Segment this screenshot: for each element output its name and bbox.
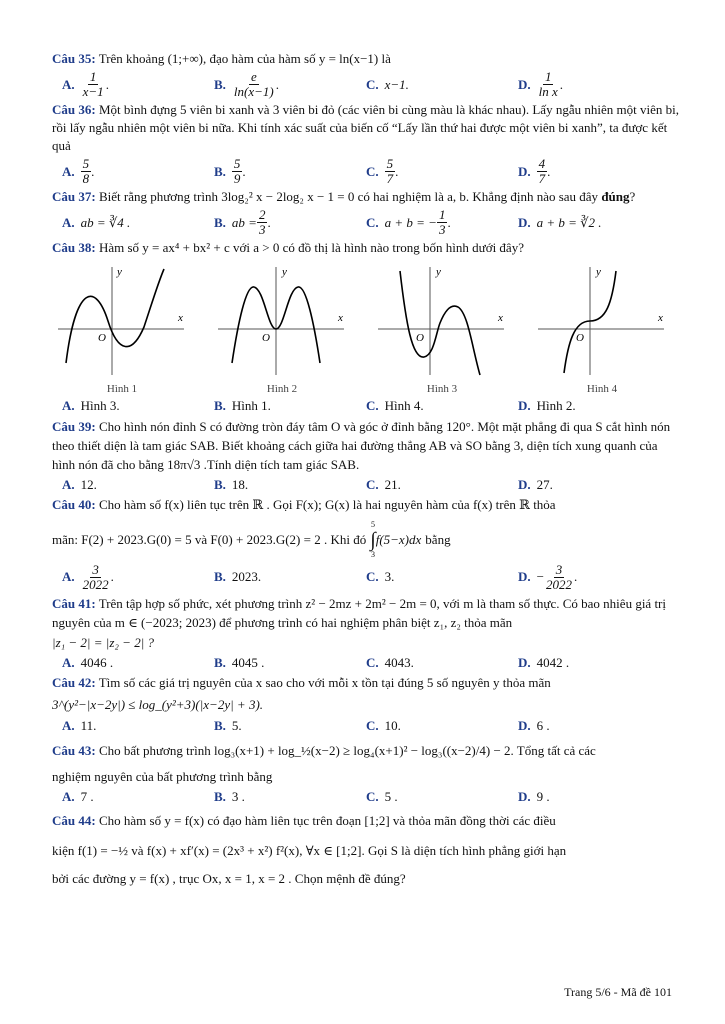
- integral-upper: 5: [370, 520, 375, 529]
- question-41: [52, 594, 682, 632]
- option-c[interactable]: [366, 718, 518, 734]
- option-value: x−1.: [384, 76, 409, 92]
- option-value: 4045 .: [231, 655, 265, 670]
- option-letter: C.: [366, 214, 379, 230]
- option-letter: B.: [214, 163, 226, 179]
- option-tail: .: [395, 163, 399, 179]
- option-b[interactable]: [214, 208, 366, 237]
- option-letter: D.: [518, 398, 531, 413]
- denominator: 7: [386, 171, 394, 186]
- option-letter: A.: [62, 163, 75, 179]
- option-tail: .: [267, 214, 271, 230]
- figure-caption: Hình 3: [426, 383, 458, 395]
- question-label: Câu 37:: [52, 189, 96, 204]
- question-text: Một bình đựng 5 viên bi xanh và 3 viên bi đỏ (các viên bi cùng màu là khác nhau). Lấy ngẫu nhiên một viên bi, rồi lấy ngẫu nhiên một viên bi nữa. Khi tính xác suất của biến cố “Lấy lần thứ hai được một viên bi xanh”, ta được kết quả: [52, 102, 679, 153]
- denominator: 3: [438, 222, 446, 237]
- option-value: 9 .: [536, 789, 550, 804]
- numerator: 5: [386, 156, 394, 171]
- question-41-condition: |z₁ − 2| = |z₂ − 2| ?: [52, 635, 155, 650]
- question-35: [52, 50, 682, 68]
- option-prefix: −: [536, 569, 544, 584]
- option-b[interactable]: [214, 718, 366, 734]
- option-c[interactable]: [366, 398, 518, 414]
- option-c[interactable]: [366, 208, 518, 237]
- option-c[interactable]: [366, 77, 518, 93]
- option-b[interactable]: [214, 655, 366, 671]
- option-value: 5 .: [384, 789, 398, 804]
- numerator: 5: [82, 156, 90, 171]
- question-40-line2: [52, 520, 682, 560]
- fraction: [544, 563, 574, 592]
- option-letter: D.: [518, 76, 531, 92]
- option-letter: B.: [214, 214, 226, 230]
- question-text: Trên tập hợp số phức, xét phương trình z² − 2mz + 2m² − 2m = 0, với m là tham số thực. Có bao nhiêu giá trị nguyên của m ∈ (−2023; 2023) để phương trình có hai nghiệm phân biệt z₁, z₂ thỏa mãn: [52, 596, 667, 630]
- fraction: [437, 207, 451, 237]
- question-label: Câu 36:: [52, 102, 96, 117]
- option-letter: D.: [518, 789, 531, 804]
- option-b[interactable]: [214, 789, 366, 805]
- option-value: 4042 .: [536, 655, 570, 670]
- fraction: [537, 70, 560, 99]
- option-tail: .: [573, 569, 578, 584]
- y-label: y: [436, 266, 441, 278]
- option-letter: C.: [366, 789, 379, 804]
- integrand: f(5−x)dx: [375, 532, 422, 547]
- option-letter: C.: [366, 163, 379, 179]
- option-a[interactable]: [62, 398, 214, 414]
- question-text: Cho bất phương trình log₃(x+1) + log_½(x−2) ≥ log₄(x+1)² − log₃((x−2)/4) − 2. Tổng tất cả các: [98, 743, 596, 758]
- option-letter: A.: [62, 718, 75, 733]
- question-label: Câu 41:: [52, 596, 96, 611]
- figure-1: [52, 263, 192, 395]
- curve: [400, 271, 480, 375]
- option-value: 7 .: [80, 789, 94, 804]
- option-letter: B.: [214, 477, 226, 492]
- question-44-line2: kiện f(1) = −½ và f(x) + xf′(x) = (2x³ + x²) f²(x), ∀x ∈ [1;2]. Gọi S là diện tích hình phẳng giới hạn: [52, 843, 567, 858]
- question-text: Biết rằng phương trình 3log₂² x − 2log₂ x − 1 = 0 có hai nghiệm là a, b. Khẳng định nào sau đây: [98, 189, 599, 204]
- question-42-inequality: 3^(y²−|x−2y|) ≤ log_(y²+3)(|x−2y| + 3).: [52, 697, 264, 712]
- numerator: 3: [92, 561, 99, 577]
- option-value: 10.: [384, 718, 401, 733]
- fraction: [537, 156, 551, 186]
- option-value: 5.: [231, 718, 242, 733]
- question-44: [52, 812, 682, 830]
- denominator: 7: [538, 171, 546, 186]
- option-letter: D.: [518, 655, 531, 670]
- option-tail: .: [547, 163, 551, 179]
- denominator: ln(x−1): [233, 84, 274, 99]
- question-text: Hàm số y = ax⁴ + bx² + c với a > 0 có đồ thị là hình nào trong bốn hình dưới đây?: [98, 240, 524, 255]
- figure-2: [212, 263, 352, 395]
- fraction: [232, 70, 276, 99]
- numerator: 4: [538, 156, 546, 171]
- option-letter: A.: [62, 789, 75, 804]
- denominator: 2022: [82, 576, 109, 592]
- option-a[interactable]: [62, 718, 214, 734]
- question-37: [52, 188, 682, 206]
- denominator: 3: [258, 222, 266, 237]
- integral-lower: 3: [370, 550, 375, 559]
- fraction: [81, 563, 111, 592]
- option-prefix: ab =: [231, 214, 257, 230]
- option-letter: A.: [62, 569, 75, 584]
- option-b[interactable]: [214, 398, 366, 414]
- graph-figures: [52, 263, 672, 395]
- question-label: Câu 35:: [52, 51, 96, 66]
- integral: [370, 520, 421, 560]
- option-c[interactable]: [366, 789, 518, 805]
- option-value: Hình 3.: [80, 398, 120, 413]
- option-letter: B.: [214, 569, 226, 584]
- option-d[interactable]: [518, 398, 670, 414]
- option-value: 11.: [80, 718, 97, 733]
- option-tail: .: [559, 76, 564, 92]
- option-value: 3.: [384, 569, 395, 584]
- question-emphasis: đúng: [601, 189, 630, 204]
- options-35: [62, 70, 682, 99]
- option-letter: A.: [62, 214, 75, 230]
- question-label: Câu 39:: [52, 419, 96, 434]
- graph-4: [532, 263, 672, 381]
- option-a[interactable]: [62, 70, 214, 99]
- option-letter: A.: [62, 76, 75, 92]
- option-b[interactable]: [214, 70, 366, 99]
- option-letter: B.: [214, 398, 226, 413]
- option-letter: B.: [214, 789, 226, 804]
- y-label: y: [596, 266, 601, 278]
- question-44-line3: bởi các đường y = f(x) , trục Ox, x = 1, x = 2 . Chọn mệnh đề đúng?: [52, 871, 406, 886]
- question-text: mãn: F(2) + 2023.G(0) = 5 và F(0) + 2023.G(2) = 2 . Khi đó: [52, 532, 367, 547]
- option-value: 4046 .: [80, 655, 114, 670]
- option-letter: D.: [518, 163, 531, 179]
- option-value: 12.: [80, 477, 97, 492]
- option-b[interactable]: [214, 569, 366, 585]
- option-tail: .: [242, 163, 246, 179]
- option-letter: B.: [214, 76, 226, 92]
- fraction: [257, 207, 271, 237]
- denominator: ln x: [538, 84, 558, 99]
- option-value: 3 .: [231, 789, 245, 804]
- option-c[interactable]: [366, 655, 518, 671]
- origin-label: O: [416, 332, 424, 344]
- options-43: [62, 788, 682, 806]
- option-letter: C.: [366, 655, 379, 670]
- option-tail: .: [110, 569, 114, 584]
- question-36: [52, 101, 682, 155]
- options-41: [62, 654, 682, 672]
- option-c[interactable]: [366, 569, 518, 585]
- denominator: 9: [233, 171, 241, 186]
- option-value: 4043.: [384, 655, 414, 670]
- denominator: 8: [82, 171, 90, 186]
- option-a[interactable]: [62, 157, 214, 186]
- option-letter: C.: [366, 569, 379, 584]
- exam-page: [52, 50, 682, 888]
- curve: [66, 269, 164, 363]
- numerator: 1: [438, 207, 446, 222]
- numerator: 2: [258, 207, 266, 222]
- options-39: [62, 476, 682, 494]
- question-43-line2: nghiệm nguyên của bất phương trình bằng: [52, 769, 273, 784]
- option-value: 21.: [384, 477, 401, 492]
- option-prefix: a + b = −: [384, 214, 437, 230]
- numerator: 5: [233, 156, 241, 171]
- question-label: Câu 43:: [52, 743, 96, 758]
- option-b[interactable]: [214, 157, 366, 186]
- option-letter: D.: [518, 718, 531, 733]
- question-label: Câu 38:: [52, 240, 96, 255]
- option-c[interactable]: [366, 477, 518, 493]
- numerator: e: [250, 69, 257, 84]
- option-d[interactable]: [518, 789, 670, 805]
- question-38: [52, 239, 682, 257]
- denominator: 2022: [545, 576, 572, 592]
- option-value: 2023.: [231, 569, 262, 584]
- option-letter: B.: [214, 718, 226, 733]
- question-43: [52, 742, 682, 760]
- question-label: Câu 44:: [52, 813, 96, 828]
- option-b[interactable]: [214, 477, 366, 493]
- fraction: [81, 156, 95, 186]
- figure-4: [532, 263, 672, 395]
- option-d[interactable]: [518, 157, 670, 186]
- origin-label: O: [98, 332, 106, 344]
- option-d[interactable]: [518, 563, 670, 592]
- question-text: Tìm số các giá trị nguyên của x sao cho với mỗi x tồn tại đúng 5 số nguyên y thỏa mãn: [98, 675, 551, 690]
- question-text: Trên khoảng (1;+∞), đạo hàm của hàm số y = ln(x−1) là: [98, 51, 391, 66]
- option-letter: A.: [62, 398, 75, 413]
- figure-3: [372, 263, 512, 395]
- options-38: [62, 397, 682, 415]
- graph-3: [372, 263, 512, 381]
- option-tail: .: [275, 76, 279, 92]
- figure-caption: Hình 2: [266, 383, 298, 395]
- option-letter: D.: [518, 477, 531, 492]
- option-value: Hình 1.: [231, 398, 271, 413]
- options-37: [62, 208, 682, 237]
- fraction: [81, 70, 106, 99]
- option-d[interactable]: [518, 70, 670, 99]
- option-letter: D.: [518, 214, 531, 230]
- option-d[interactable]: [518, 655, 670, 671]
- figure-caption: Hình 1: [106, 383, 138, 395]
- numerator: 1: [89, 69, 97, 84]
- option-a[interactable]: [62, 215, 214, 231]
- question-text: Cho hình nón đỉnh S có đường tròn đáy tâm O và góc ở đỉnh bằng 120°. Một mặt phẳng đi qua S cắt hình nón theo thiết diện là tam giác SAB. Biết khoảng cách giữa hai đường thẳng AB và SO bằng 3, diện tích xung quanh của hình nón đã cho bằng 18π√3 .Tính diện tích tam giác SAB.: [52, 419, 671, 472]
- option-value: 27.: [536, 477, 553, 492]
- origin-label: O: [576, 332, 584, 344]
- option-value: Hình 4.: [384, 398, 424, 413]
- options-42: [62, 716, 682, 736]
- y-label: y: [282, 266, 287, 278]
- option-a[interactable]: [62, 477, 214, 493]
- fraction: [385, 156, 399, 186]
- option-letter: C.: [366, 718, 379, 733]
- option-letter: A.: [62, 477, 75, 492]
- option-tail: .: [91, 163, 95, 179]
- question-end: ?: [629, 189, 636, 204]
- question-40: [52, 496, 682, 514]
- question-label: Câu 40:: [52, 497, 96, 512]
- option-value: 18.: [231, 477, 249, 492]
- option-letter: D.: [518, 569, 531, 584]
- option-a[interactable]: [62, 789, 214, 805]
- options-40: [62, 562, 682, 592]
- option-value: a + b = ∛2 .: [536, 214, 602, 230]
- figure-caption: Hình 4: [586, 383, 618, 395]
- graph-2: [212, 263, 352, 381]
- option-c[interactable]: [366, 157, 518, 186]
- option-tail: .: [105, 76, 109, 92]
- question-label: Câu 42:: [52, 675, 96, 690]
- option-letter: B.: [214, 655, 226, 670]
- question-text: Cho hàm số y = f(x) có đạo hàm liên tục trên đoạn [1;2] và thỏa mãn đồng thời các điều: [98, 813, 556, 828]
- denominator: x−1: [82, 84, 104, 99]
- option-value: 6 .: [536, 718, 550, 733]
- option-a[interactable]: [62, 563, 214, 592]
- fraction: [232, 156, 246, 186]
- question-text: Cho hàm số f(x) liên tục trên ℝ . Gọi F(x); G(x) là hai nguyên hàm của f(x) trên ℝ thỏa: [98, 497, 556, 512]
- option-letter: C.: [366, 477, 379, 492]
- x-label: x: [178, 312, 183, 324]
- option-d[interactable]: [518, 215, 670, 231]
- numerator: 3: [555, 561, 563, 577]
- y-label: y: [117, 266, 122, 278]
- option-d[interactable]: [518, 477, 670, 493]
- option-letter: A.: [62, 655, 75, 670]
- integral-symbol: ∫: [370, 529, 376, 551]
- question-42: [52, 674, 682, 692]
- option-d[interactable]: [518, 718, 670, 734]
- option-letter: C.: [366, 398, 379, 413]
- option-value: Hình 2.: [536, 398, 576, 413]
- question-text: bằng: [425, 532, 451, 547]
- graph-1: [52, 263, 192, 381]
- numerator: 1: [544, 69, 552, 84]
- x-label: x: [338, 312, 343, 324]
- origin-label: O: [262, 332, 270, 344]
- options-36: [62, 157, 682, 186]
- option-value: ab = ∛4 .: [80, 214, 131, 230]
- option-a[interactable]: [62, 655, 214, 671]
- option-tail: .: [447, 214, 451, 230]
- x-label: x: [658, 312, 663, 324]
- question-39: [52, 417, 682, 474]
- option-letter: C.: [366, 76, 379, 92]
- page-footer: Trang 5/6 - Mã đề 101: [564, 985, 672, 999]
- x-label: x: [498, 312, 503, 324]
